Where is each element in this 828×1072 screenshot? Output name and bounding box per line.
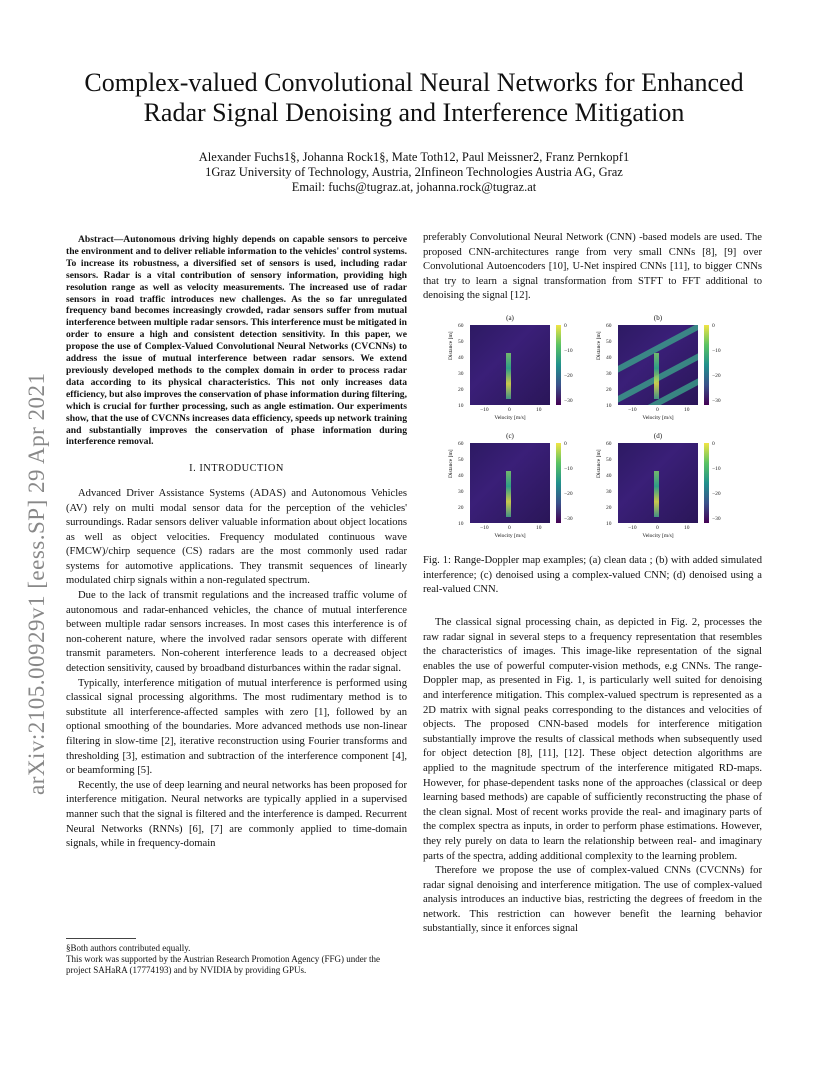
x-axis-label: Velocity [m/s] <box>494 415 526 421</box>
y-tick-label: 50 <box>458 339 464 345</box>
author-block <box>0 150 828 195</box>
colorbar-tick-label: −20 <box>564 491 573 497</box>
panel-label: (c) <box>506 432 514 440</box>
intro-paragraph-4: Recently, the use of deep learning and neural networks has been proposed for interference mitigation. Neural networks are typically applied in a supervised manner such that the signal is filtered and the interference is damped. Recurrent Neural Networks (RNNs) [6], [7] are commonly applied to time-domain signals, while in frequency-domain <box>66 779 407 850</box>
x-tick-label: 0 <box>656 525 659 531</box>
colorbar-tick-label: −30 <box>712 516 721 522</box>
abstract: Abstract—Autonomous driving highly depends on capable sensors to perceive the environment and to deliver reliable information to the vehicles' control systems. To increase its robustness, a diversified set of sensors is used, including radar sensors. Radar is a vital contribution of sensory information, providing high resolution range as well as velocity measurements. The increased use of radar sensors in road traffic introduces new challenges. As the so far unregulated frequency band becomes increasingly crowded, radar sensors suffer from mutual interference between multiple radar sensors. This interference must be mitigated in order to ensure a high and consistent detection sensitivity. In this paper, we propose the use of Complex-Valued Convolutional Neural Networks (CVCNNs) to address the issue of mutual interference between radar sensors. We extend previously developed methods to the complex domain in order to process radar data according to its physical characteristics. This not only increases data efficiency, but also improves the conservation of phase information during filtering, which is crucial for further processing, such as angle estimation. Our experiments show, that the use of CVCNNs increases data efficiency, speeds up network training and substantially improves the conservation of phase information during interference removal. <box>66 234 407 448</box>
author-affiliations: 1Graz University of Technology, Austria, 2Infineon Technologies Austria AG, Graz <box>205 165 623 179</box>
range-doppler-map <box>470 443 550 523</box>
x-tick-label: 10 <box>536 407 542 413</box>
x-axis-label: Velocity [m/s] <box>494 533 526 539</box>
colorbar-tick-label: −20 <box>564 373 573 379</box>
x-tick-label: 10 <box>684 407 690 413</box>
y-axis-label: Distance [m] <box>448 331 454 360</box>
colorbar-tick-label: −10 <box>564 348 573 354</box>
y-tick-label: 50 <box>606 457 612 463</box>
y-tick-label: 20 <box>458 505 464 511</box>
y-tick-label: 10 <box>606 403 612 409</box>
arxiv-identifier: arXiv:2105.00929v1 [eess.SP] 29 Apr 2021 <box>24 372 49 795</box>
y-tick-label: 40 <box>606 355 612 361</box>
x-tick-label: 10 <box>684 525 690 531</box>
colorbar-tick-label: −30 <box>564 398 573 404</box>
y-tick-label: 40 <box>458 355 464 361</box>
figure-1 <box>450 314 750 550</box>
x-tick-label: −10 <box>480 407 489 413</box>
title-line-1: Complex-valued Convolutional Neural Networks for Enhanced <box>84 68 744 97</box>
colorbar-tick-label: 0 <box>712 441 715 447</box>
section-heading-introduction: I. INTRODUCTION <box>189 463 284 475</box>
x-tick-label: 0 <box>508 407 511 413</box>
colorbar-tick-label: −10 <box>564 466 573 472</box>
y-tick-label: 20 <box>458 387 464 393</box>
y-tick-label: 10 <box>606 521 612 527</box>
colorbar-tick-label: −30 <box>564 516 573 522</box>
author-emails: Email: fuchs@tugraz.at, johanna.rock@tugraz.at <box>291 180 537 194</box>
y-tick-label: 30 <box>458 489 464 495</box>
colorbar <box>704 443 709 523</box>
colorbar-tick-label: −20 <box>712 373 721 379</box>
colorbar-tick-label: −10 <box>712 348 721 354</box>
panel-b <box>598 314 738 424</box>
y-axis-label: Distance [m] <box>596 449 602 478</box>
x-axis-label: Velocity [m/s] <box>642 533 674 539</box>
panel-label: (d) <box>653 432 663 440</box>
intro-paragraph-2: Due to the lack of transmit regulations and the increased traffic volume of autonomous and radar-enhanced vehicles, the chance of mutual interference between multiple radar sensors increases. In most cases this interference is of non-coherent nature, where the involved radar sensors operate with different transmit parameters. Non-coherent interference leads to a decreased object detection sensitivity, caused by broadband disturbances within the radar signal. <box>66 590 407 675</box>
y-tick-label: 60 <box>606 323 612 329</box>
x-axis-label: Velocity [m/s] <box>642 415 674 421</box>
colorbar-tick-label: −30 <box>712 398 721 404</box>
footnotes <box>66 938 407 977</box>
y-tick-label: 50 <box>606 339 612 345</box>
title-line-2: Radar Signal Denoising and Interference Mitigation <box>143 98 685 127</box>
y-axis-label: Distance [m] <box>596 331 602 360</box>
right-paragraph-2: Therefore we propose the use of complex-valued CNNs (CVCNNs) for radar signal denoising and interference mitigation. The use of complex-valued analysis introduces an inductive bias, restricting the degrees of freedom in the network. This restriction can however benefit the learning behavior substantially, since it enforces signal <box>423 865 762 935</box>
figure-1-caption: Fig. 1: Range-Doppler map examples; (a) clean data ; (b) with added simulated interference; (c) denoised using a complex-valued CNN; (d) denoised using a real-valued CNN. <box>423 555 762 596</box>
x-tick-label: 0 <box>508 525 511 531</box>
y-tick-label: 40 <box>458 473 464 479</box>
y-tick-label: 10 <box>458 521 464 527</box>
x-tick-label: 0 <box>656 407 659 413</box>
x-tick-label: −10 <box>628 525 637 531</box>
panel-d <box>598 432 738 542</box>
y-tick-label: 60 <box>458 323 464 329</box>
range-doppler-map <box>618 325 698 405</box>
range-doppler-map <box>618 443 698 523</box>
panel-label: (b) <box>653 314 663 322</box>
x-tick-label: 10 <box>536 525 542 531</box>
colorbar-tick-label: −20 <box>712 491 721 497</box>
y-tick-label: 30 <box>458 371 464 377</box>
y-tick-label: 60 <box>458 441 464 447</box>
y-axis-label: Distance [m] <box>448 449 454 478</box>
panel-c <box>450 432 590 542</box>
right-paragraph-1: The classical signal processing chain, as depicted in Fig. 2, processes the raw radar signal in several steps to a frequency representation that resembles the characteristics of images. This image-like representation of the signal enables the use of powerful computer-vision methods, e.g CNNs. The range-Doppler map, as presented in Fig. 1, is particularly well suited for denoising and interference mitigation. This complex-valued spectrum is represented as a 2D matrix with signal peaks corresponding to the distances and velocities of objects. The proposed CNN-based models for interference mitigation substantially improve the results of classical methods when subsequently used for object detection [8], [11], [12]. These object detection algorithms are applied to the magnitude spectrum of the interference mitigated RD-maps. However, for phase-dependent tasks none of the approaches (classical or deep learning based methods) are capable of sufficiently reconstructing the phase of the clean signal. Most of recent works provide the real- and imaginary parts of the complex spectra as inputs, in order to perform phase estimations. However, they rely purely on data to learn the relationship between real- and imaginary parts of the spectra, adding additional complexity to the learning problem. <box>423 617 762 862</box>
colorbar-tick-label: 0 <box>564 441 567 447</box>
colorbar-tick-label: 0 <box>564 323 567 329</box>
right-column-bottom <box>423 616 762 937</box>
footnote-equal-contribution: §Both authors contributed equally. <box>66 943 191 953</box>
x-tick-label: −10 <box>480 525 489 531</box>
right-paragraph-0: preferably Convolutional Neural Network (CNN) -based models are used. The proposed CNN-architectures range from very small CNNs [8], [9] over Convolutional Autoencoders [10], U-Net inspired CNNs [11], to bigger CNNs that try to learn a signal transformation from STFT to FFT additional to denoising the signal [12]. <box>423 232 762 302</box>
panel-a <box>450 314 590 424</box>
y-tick-label: 60 <box>606 441 612 447</box>
y-tick-label: 10 <box>458 403 464 409</box>
footnote-funding: This work was supported by the Austrian Research Promotion Agency (FFG) under the project SAHaRA (17774193) and by NVIDIA by providing GPUs. <box>66 954 380 976</box>
footnote-rule <box>66 938 136 939</box>
colorbar-tick-label: 0 <box>712 323 715 329</box>
panel-label: (a) <box>506 314 514 322</box>
x-tick-label: −10 <box>628 407 637 413</box>
left-column <box>66 234 407 852</box>
intro-paragraph-1: Advanced Driver Assistance Systems (ADAS) and Autonomous Vehicles (AV) rely on multi modal sensor data for the perception of the vehicles' surroundings. Radar sensors deliver valuable information about object locations as well as object velocities. Frequency modulated continuous wave (FMCW)/chirp sequence (CS) radars are the most commonly used radar systems for automotive applications. They transmit sequences of linearly modulated chirp signals within a non-regulated spectrum. <box>66 487 407 587</box>
right-column-top <box>423 231 762 304</box>
y-tick-label: 40 <box>606 473 612 479</box>
y-tick-label: 20 <box>606 387 612 393</box>
colorbar <box>556 443 561 523</box>
y-tick-label: 30 <box>606 489 612 495</box>
colorbar <box>556 325 561 405</box>
paper-title <box>0 68 828 128</box>
colorbar-tick-label: −10 <box>712 466 721 472</box>
y-tick-label: 30 <box>606 371 612 377</box>
y-tick-label: 20 <box>606 505 612 511</box>
y-tick-label: 50 <box>458 457 464 463</box>
range-doppler-map <box>470 325 550 405</box>
author-names: Alexander Fuchs1§, Johanna Rock1§, Mate Toth12, Paul Meissner2, Franz Pernkopf1 <box>198 150 630 164</box>
intro-paragraph-3: Typically, interference mitigation of mutual interference is performed using classical signal processing algorithms. The most rudimentary method is to substitute all interference-affected samples with zero [1], followed by an optional smoothing of the boundaries. More advanced methods use non-linear filtering in slow-time [2], iterative reconstruction using Fourier transforms and thresholding [3], estimation and subtraction of the interference component [4], or beamforming [5]. <box>66 677 407 777</box>
colorbar <box>704 325 709 405</box>
